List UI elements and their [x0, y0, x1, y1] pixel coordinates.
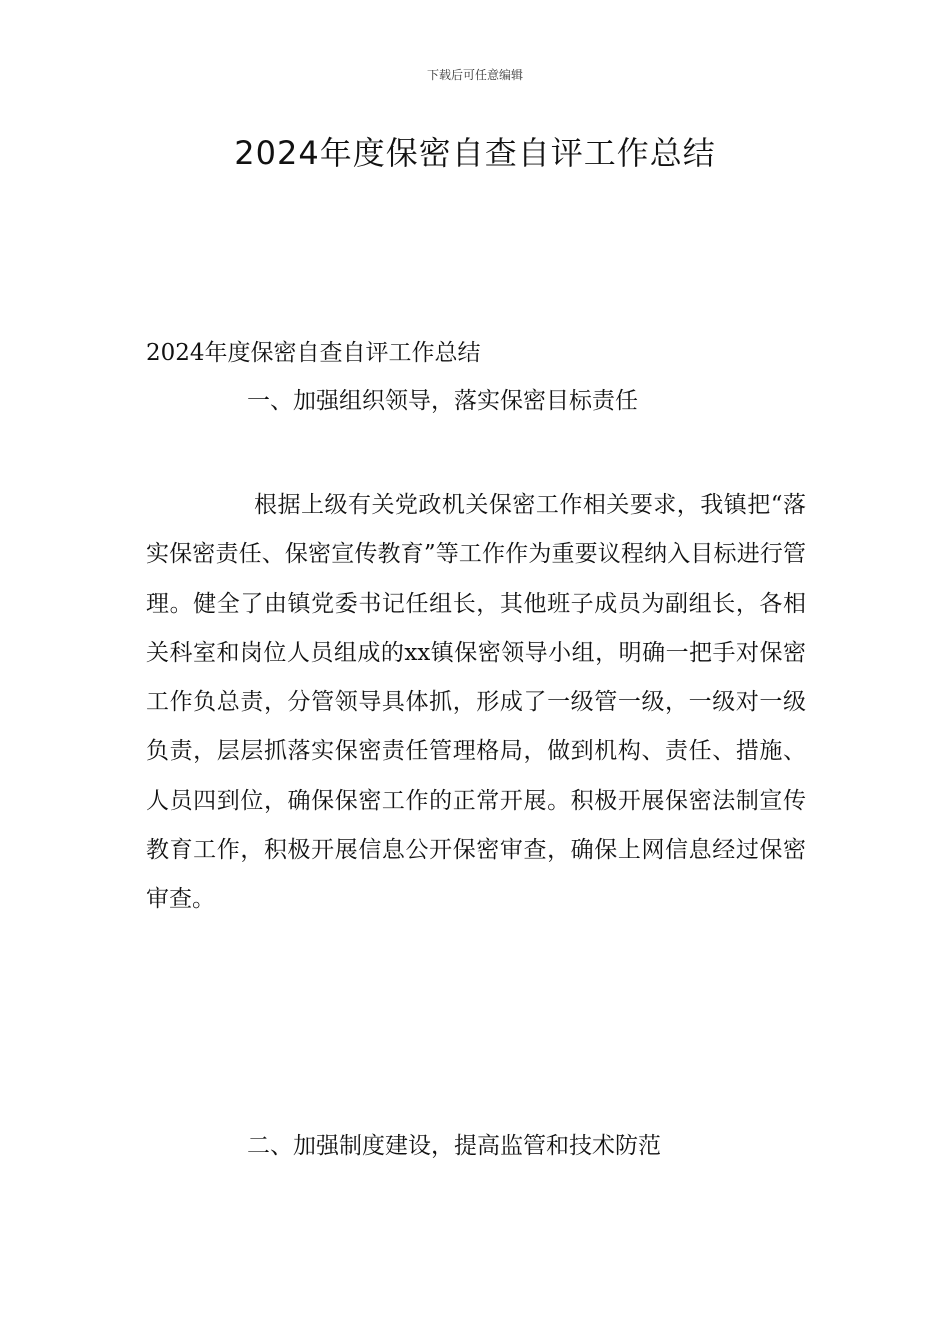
- section-heading-1: 一、加强组织领导，落实保密目标责任: [247, 388, 638, 414]
- document-title: 2024年度保密自查自评工作总结: [234, 134, 716, 172]
- section-heading-2: 二、加强制度建设，提高监管和技术防范: [247, 1133, 661, 1159]
- header-note: 下载后可任意编辑: [426, 68, 523, 82]
- section-1-paragraph: 根据上级有关党政机关保密工作相关要求，我镇把“落实保密责任、保密宣传教育”等工作作为重要议程纳入目标进行管理。健全了由镇党委书记任组长，其他班子成员为副组长，各相关科室和岗位人员组成的xx镇保密领导小组，明确一把手对保密工作负总责，分管领导具体抓，形成了一级管一级，一级对一级负责，层层抓落实保密责任管理格局，做到机构、责任、措施、人员四到位，确保保密工作的正常开展。积极开展保密法制宣传教育工作，积极开展信息公开保密审查，确保上网信息经过保密审查。: [146, 492, 806, 913]
- document-subtitle: 2024年度保密自查自评工作总结: [146, 340, 481, 366]
